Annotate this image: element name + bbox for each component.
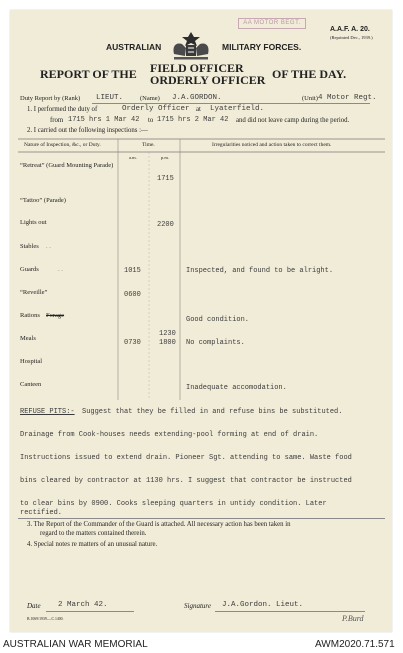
to-suffix: and did not leave camp during the period. (236, 117, 350, 124)
duty-unit: 4 Motor Regt. (318, 94, 377, 102)
row-remark-meals: No complaints. (186, 339, 245, 347)
date-rule (46, 611, 134, 612)
row-remark-canteen: Inadequate accomodation. (186, 384, 287, 392)
row-am-meals: 0730 (124, 339, 141, 347)
unit-label: (Unit) (302, 95, 318, 102)
row-label-canteen: Canteen (20, 381, 42, 388)
performed-duty: Orderly Officer (122, 105, 190, 113)
note-4: 4. Special notes re matters of an unusual nature. (27, 541, 158, 548)
row-rations-struck: Forage (46, 312, 65, 319)
row-leader-stables: . . (46, 243, 51, 250)
to-value: 1715 hrs 2 Mar 42 (157, 116, 229, 124)
date-label: Date (27, 602, 41, 610)
header-nature: Nature of Inspection, &c., or Duty. (24, 142, 101, 148)
performed-prefix: 1. I performed the duty of (27, 106, 98, 113)
row-label-rations: Rations (20, 312, 40, 319)
row-am-guards: 1015 (124, 267, 141, 275)
row-label-retreat: “Retreat” (Guard Mounting Parade) (20, 162, 114, 169)
signature-value: J.A.Gordon. Lieut. (222, 601, 304, 609)
refuse-line-2: Drainage from Cook-houses needs extending-pool forming at end of drain. (20, 431, 319, 439)
duty-rank: LIEUT. (96, 94, 124, 102)
form-revision: (Reprinted Dec., 1939.) (330, 35, 373, 40)
org-left: AUSTRALIAN (106, 42, 162, 52)
title-bottom: ORDERLY OFFICER (150, 73, 266, 87)
refuse-line-4: bins cleared by contractor at 1130 hrs. I suggest that contractor be instructed (20, 477, 352, 485)
name-label: (Name) (140, 95, 160, 102)
signature-rule (215, 611, 365, 612)
row-pm2-meals: 1800 (159, 339, 176, 347)
handwritten-initials: P.Burd (342, 614, 364, 623)
refuse-line-1: Suggest that they be filled in and refuse bins be substituted. (82, 408, 343, 416)
title-top: FIELD OFFICER (150, 61, 244, 75)
inspections-intro: 2. I carried out the following inspections :— (27, 127, 148, 134)
row-label-lights-out: Lights out (20, 219, 47, 226)
form-code: A.A.F. A. 20. (330, 26, 370, 33)
org-right: MILITARY FORCES. (222, 42, 302, 52)
row-label-hospital: Hospital (20, 358, 43, 365)
performed-at: at (196, 106, 201, 113)
refuse-line-5: to clear bins by 0900. Cooks sleeping quarters in untidy condition. Later (20, 500, 327, 508)
title-right: OF THE DAY. (272, 67, 347, 81)
row-label-stables: Stables (20, 243, 39, 250)
row-am-reveille: 0600 (124, 291, 141, 299)
performed-place: Lyaterfield. (210, 105, 265, 113)
row-label-tattoo: “Tattoo” (Parade) (20, 197, 66, 204)
row-pm-lights-out: 2200 (157, 221, 174, 229)
row-remark-guards: Inspected, and found to be alright. (186, 267, 334, 275)
duty-name: J.A.GORDON. (172, 94, 222, 102)
title-left: REPORT OF THE (40, 67, 137, 81)
notes-divider (18, 518, 385, 519)
from-label: from (50, 117, 64, 124)
row-pm-retreat: 1715 (157, 175, 174, 183)
refuse-heading: REFUSE PITS:- (20, 408, 75, 416)
footer-right: AWM2020.71.571 (315, 639, 395, 650)
header-irregularities: Irregularities noticed and action taken to correct them. (212, 142, 332, 148)
date-value: 2 March 42. (58, 601, 108, 609)
refuse-line-3: Instructions issued to extend drain. Pioneer Sgt. attending to same. Waste food (20, 454, 352, 462)
row-label-meals: Meals (20, 335, 36, 342)
row-leader-guards: . . (58, 266, 63, 273)
row-label-guards: Guards (20, 266, 39, 273)
note-3-cont: regard to the matters contained therein. (40, 530, 147, 537)
row-label-reveille: “Reveille” (20, 289, 48, 296)
footer-left: AUSTRALIAN WAR MEMORIAL (3, 639, 148, 650)
header-pm: p.m. (161, 155, 170, 160)
duty-label: Duty Report by (Rank) (20, 95, 81, 102)
row-pm-meals: 1230 (159, 330, 176, 338)
archive-footer (0, 637, 403, 653)
header-am: a.m. (129, 155, 137, 160)
from-value: 1715 hrs 1 Mar 42 (68, 116, 140, 124)
row-remark-rations: Good condition. (186, 316, 250, 324)
refuse-line-6: rectified. (20, 509, 63, 517)
header-time: Time. (142, 142, 155, 148)
signature-label: Signature (184, 602, 211, 610)
printer-code: B.1069/1939.—C.1400. (27, 617, 64, 621)
to-label: to (148, 117, 154, 124)
note-3: 3. The Report of the Commander of the Guard is attached. All necessary action has been taken in (27, 521, 291, 528)
unit-stamp: AA MOTOR BEGT. (238, 18, 306, 29)
